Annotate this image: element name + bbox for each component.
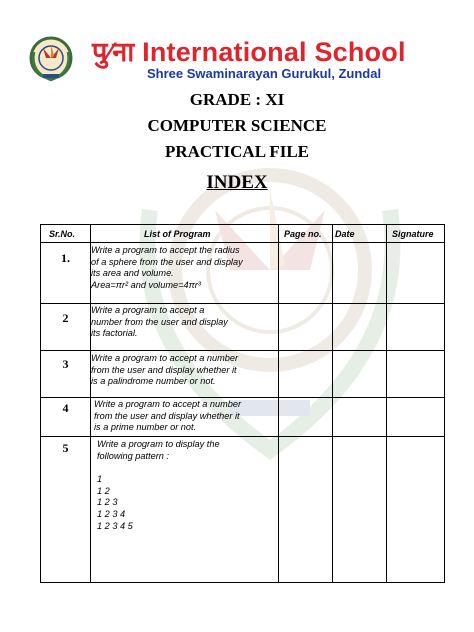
index-heading: INDEX — [206, 172, 268, 193]
program-line — [97, 439, 277, 451]
program-line: is a palindrome number or not. — [91, 376, 216, 387]
program-line: number from the user and display — [91, 316, 228, 327]
program-line: Write a program to accept the radius — [91, 245, 240, 255]
program-line-text: Write a program to display the — [97, 439, 220, 449]
pattern-line: 1 2 3 4 5 — [97, 520, 133, 531]
row-2-sr-no: 2 — [62, 311, 69, 325]
header-date: Date — [335, 229, 355, 239]
program-line: Write a program to accept a number — [94, 399, 242, 409]
program-line: following pattern : — [97, 450, 170, 461]
pattern-line: 1 — [97, 474, 103, 485]
pattern-line: 1 2 — [97, 485, 110, 496]
column-divider — [332, 225, 333, 582]
pattern-line: 1 2 3 — [97, 497, 118, 508]
header-page-no: Page no. — [284, 229, 322, 239]
program-line: its area and volume. — [91, 268, 174, 279]
program-line: from the user and display whether it — [94, 410, 240, 421]
row-4-program — [94, 399, 280, 434]
grade-heading: GRADE : XI — [189, 90, 285, 109]
school-subtitle: Shree Swaminarayan Gurukul, Zundal — [147, 66, 382, 81]
row-4-sr-no: 4 — [62, 401, 69, 415]
row-3-sr-no: 3 — [62, 357, 69, 371]
row-divider — [41, 303, 444, 304]
row-3-program — [91, 353, 277, 388]
program-line: of a sphere from the user and display — [91, 256, 243, 267]
header-sr-no: Sr.No. — [49, 229, 76, 239]
row-divider — [41, 242, 444, 243]
program-line: its factorial. — [91, 328, 138, 339]
row-1-program — [91, 245, 277, 291]
program-line: is a prime number or not. — [94, 422, 197, 433]
row-2-program — [91, 305, 277, 340]
program-line: Write a program to accept a — [91, 305, 205, 315]
row-divider — [41, 436, 444, 437]
school-name: पु⁄ना International School — [92, 37, 406, 67]
program-line: Write a program to accept a number — [91, 353, 239, 363]
pattern-line: 1 2 3 4 — [97, 508, 126, 519]
row-1-sr-no: 1. — [61, 251, 70, 265]
file-heading: PRACTICAL FILE — [164, 142, 310, 161]
row-5-program — [97, 439, 277, 532]
row-divider — [41, 350, 444, 351]
program-line: from the user and display whether it — [91, 364, 237, 375]
header-list-of-program: List of Program — [144, 229, 211, 239]
school-logo-icon — [26, 34, 76, 84]
row-5-sr-no: 5 — [62, 441, 69, 455]
row-divider — [41, 397, 444, 398]
program-line-blank — [97, 462, 277, 474]
index-table — [40, 224, 445, 583]
header-signature: Signature — [392, 229, 434, 239]
program-line: Area=πr² and volume=4πr³ — [91, 279, 201, 290]
subject-heading: COMPUTER SCIENCE — [147, 116, 327, 135]
column-divider — [386, 225, 387, 582]
